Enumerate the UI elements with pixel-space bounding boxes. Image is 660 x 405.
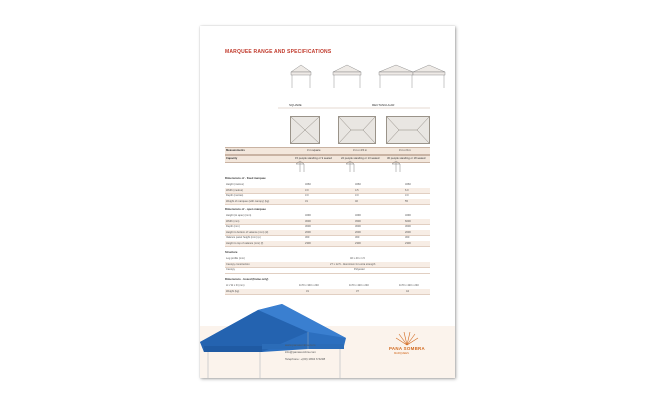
- row-label: Canopy construction: [226, 262, 250, 266]
- cell: 2300: [355, 241, 361, 245]
- measurements-label: Measurements: [226, 149, 245, 153]
- cell: 300: [305, 236, 310, 239]
- cell: 3000: [305, 219, 311, 223]
- cell: 2300: [405, 241, 411, 245]
- cell: 3260: [405, 183, 411, 186]
- measurements-row: [225, 147, 430, 155]
- capacity-value: 15 people standing or 9 seated: [295, 157, 332, 161]
- cell: 55: [405, 199, 408, 203]
- cell: 2300: [305, 241, 311, 245]
- cell: 3.0: [355, 194, 359, 197]
- measurement-value: 3 m x 4.5 m: [353, 149, 368, 153]
- cell: 6000: [405, 219, 411, 223]
- row-label: Canopy: [226, 268, 235, 271]
- cell: 1170 x 420 x 240: [399, 284, 419, 287]
- cell: Polyester: [354, 268, 365, 271]
- footer-email[interactable]: info@panasombra.com: [285, 350, 317, 354]
- cell: 3.0: [305, 188, 309, 192]
- blue-gazebo-image: [200, 294, 350, 378]
- cell: 6.0: [405, 188, 409, 192]
- cell: 31: [305, 199, 308, 203]
- cell: 3000: [405, 225, 411, 228]
- cell: 1170 x 420 x 240: [349, 284, 369, 287]
- table-row: [225, 241, 430, 248]
- cell: 3260: [305, 183, 311, 186]
- cell: 2000: [405, 230, 411, 234]
- cell: 300: [405, 236, 410, 239]
- section-title: Structure: [225, 250, 238, 254]
- small-elevation-icons: [288, 160, 438, 174]
- column-header-square: SQUARE: [289, 103, 302, 107]
- footer-phone: Telephone: +(00) 1804 6 5238: [285, 357, 326, 361]
- row-label: Height to bottom of valance (mm) (d): [226, 230, 269, 234]
- brand-tagline: MARQUEES: [394, 352, 409, 355]
- cell: 3.0: [305, 194, 309, 197]
- cell: 37: [356, 289, 359, 293]
- row-label: Height (to apex) (mm): [226, 214, 252, 217]
- row-label: Leg profile (mm): [226, 257, 245, 260]
- cell: 27 x 12.5 - Aluminium for extra strength: [330, 262, 376, 266]
- row-label: Valance panel height (mm) (e): [226, 236, 261, 239]
- row-label: Height (metres): [226, 183, 244, 186]
- cell: 40 x 40 x 1.5: [350, 257, 365, 260]
- cell: 2000: [355, 230, 361, 234]
- row-label: Width (mm): [226, 219, 240, 223]
- cell: 3000: [305, 225, 311, 228]
- cell: 3290: [305, 214, 311, 217]
- row-label: Depth (metres): [226, 194, 244, 197]
- cell: 3.0: [405, 194, 409, 197]
- sun-logo-icon: [394, 332, 420, 346]
- cell: 1170 x 340 x 240: [299, 284, 319, 287]
- plan-view-rect-large: [386, 116, 430, 144]
- cell: 31: [306, 289, 309, 293]
- cell: 44: [406, 289, 409, 293]
- row-label: Weight (kg): [226, 289, 240, 293]
- capacity-value: 22 people standing or 13 seated: [341, 157, 380, 161]
- plan-view-square: [290, 116, 320, 144]
- column-header-rectangular: RECTANGULAR: [372, 103, 395, 107]
- row-label: Depth (mm): [226, 225, 240, 228]
- table-row: [225, 267, 430, 274]
- cell: 2000: [305, 230, 311, 234]
- section-title: Dimensions of - open marquee: [225, 207, 266, 211]
- measurement-value: 3 m square: [307, 149, 321, 153]
- plan-view-rect-medium: [338, 116, 376, 144]
- spec-sheet-page: [200, 26, 455, 378]
- section-title: Dimensions of - fixed marquee: [225, 176, 266, 180]
- cell: 3260: [355, 183, 361, 186]
- cell: 3000: [355, 225, 361, 228]
- row-label: H x W x D (mm): [226, 284, 245, 287]
- cell: 4.5: [355, 188, 359, 192]
- brand-logo: PANA SOMBRA: [389, 346, 425, 351]
- capacity-value: 30 people standing or 18 seated: [387, 157, 426, 161]
- row-label: Height to top of valance (mm) (f): [226, 241, 264, 245]
- section-title: Dimensions - boxed (frame only): [225, 277, 269, 281]
- row-label: Width (metres): [226, 188, 244, 192]
- footer-website[interactable]: www.panasombra.com: [285, 343, 316, 347]
- cell: 4500: [355, 219, 361, 223]
- tent-elevation-drawings: [285, 62, 455, 92]
- capacity-label: Capacity: [226, 157, 238, 161]
- table-row: [225, 199, 430, 206]
- measurement-value: 3 m x 6 m: [399, 149, 411, 153]
- cell: 3290: [355, 214, 361, 217]
- document-title: MARQUEE RANGE AND SPECIFICATIONS: [225, 49, 332, 55]
- cell: 3290: [405, 214, 411, 217]
- cell: 300: [355, 236, 360, 239]
- cell: 40: [355, 199, 358, 203]
- row-label: Weight of marquee (with canopy) (kg): [226, 199, 270, 203]
